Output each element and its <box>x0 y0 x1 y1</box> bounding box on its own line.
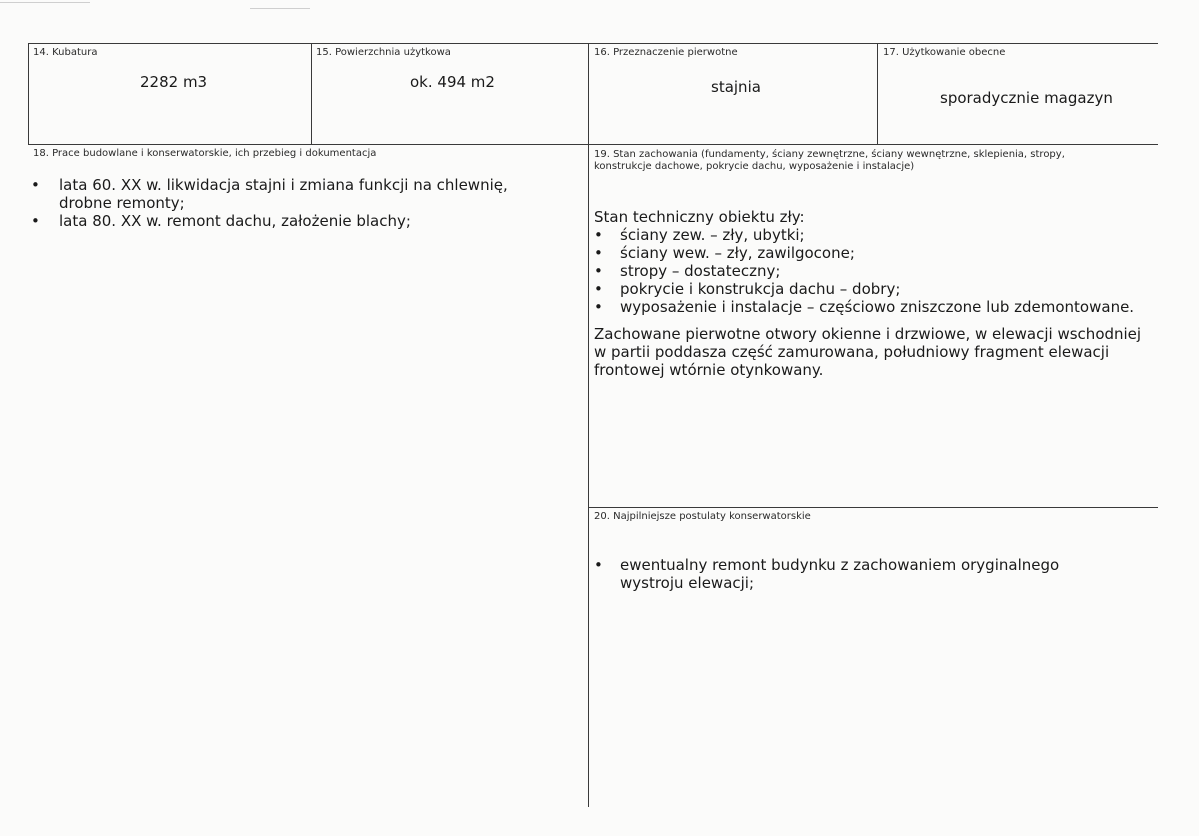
field-17-value: sporadycznie magazyn <box>940 89 1113 107</box>
bullet-icon: • <box>594 262 603 280</box>
col-divider-16 <box>588 43 589 807</box>
list-item-text: lata 80. XX w. remont dachu, założenie blachy; <box>59 212 411 230</box>
bullet-icon: • <box>594 226 603 244</box>
section-20-top-border <box>588 507 1158 508</box>
list-item <box>594 280 1144 298</box>
list-item-text: pokrycie i konstrukcja dachu – dobry; <box>620 280 901 298</box>
list-item-text: wyposażenie i instalacje – częściowo zniszczone lub zdemontowane. <box>620 298 1135 316</box>
field-20-list <box>594 556 1114 592</box>
list-item-text: ściany zew. – zły, ubytki; <box>620 226 805 244</box>
bullet-icon: • <box>594 298 603 316</box>
bullet-icon: • <box>31 176 40 194</box>
field-19-intro: Stan techniczny obiektu zły: <box>594 208 805 226</box>
field-16-label: 16. Przeznaczenie pierwotne <box>594 47 738 58</box>
bullet-icon: • <box>31 212 40 230</box>
list-item-text: stropy – dostateczny; <box>620 262 781 280</box>
field-19-list <box>594 226 1144 316</box>
field-15-label: 15. Powierzchnia użytkowa <box>316 47 451 58</box>
list-item <box>594 298 1144 316</box>
left-border <box>28 43 29 145</box>
top-border <box>28 43 1158 44</box>
col-divider-17 <box>877 43 878 145</box>
field-16-value: stajnia <box>711 78 761 96</box>
field-14-label: 14. Kubatura <box>33 47 98 58</box>
bullet-icon: • <box>594 556 603 574</box>
field-15-value: ok. 494 m2 <box>410 73 495 91</box>
field-17-label: 17. Użytkowanie obecne <box>883 47 1006 58</box>
list-item <box>594 262 1144 280</box>
field-19-paragraph: Zachowane pierwotne otwory okienne i drzwiowe, w elewacji wschodniej w partii poddasza część zamurowana, południowy fragment elewacji frontowej wtórnie otynkowany. <box>594 325 1142 379</box>
list-item <box>31 176 546 212</box>
list-item-text: ewentualny remont budynku z zachowaniem oryginalnego wystroju elewacji; <box>620 556 1060 592</box>
scan-mark <box>0 2 90 3</box>
list-item <box>594 244 1144 262</box>
list-item <box>594 226 1144 244</box>
scan-mark <box>250 8 310 9</box>
field-18-label: 18. Prace budowlane i konserwatorskie, ich przebieg i dokumentacja <box>33 148 377 159</box>
list-item <box>594 556 1114 592</box>
list-item <box>31 212 546 230</box>
field-19-label-line-2: konstrukcje dachowe, pokrycie dachu, wyposażenie i instalacje) <box>594 161 915 172</box>
row-divider <box>28 144 1158 145</box>
list-item-text: ściany wew. – zły, zawilgocone; <box>620 244 855 262</box>
field-20-label: 20. Najpilniejsze postulaty konserwatorskie <box>594 511 811 522</box>
field-14-value: 2282 m3 <box>140 73 208 91</box>
list-item-text: lata 60. XX w. likwidacja stajni i zmiana funkcji na chlewnię, drobne remonty; <box>59 176 508 212</box>
field-18-list <box>31 176 546 230</box>
bullet-icon: • <box>594 280 603 298</box>
field-19-label-line-1: 19. Stan zachowania (fundamenty, ściany zewnętrzne, ściany wewnętrzne, sklepienia, stropy, <box>594 149 1065 160</box>
col-divider-15 <box>311 43 312 145</box>
bullet-icon: • <box>594 244 603 262</box>
